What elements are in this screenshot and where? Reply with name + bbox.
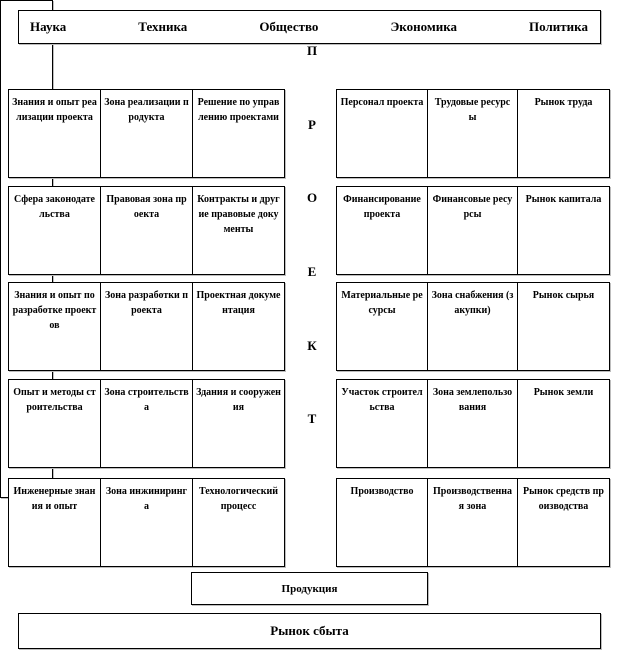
row-cell-knowledge: Знания и опыт реализации проекта xyxy=(8,89,101,178)
row-cell-zone: Зона строительства xyxy=(100,379,193,468)
row-cell-market: Рынок труда xyxy=(517,89,610,178)
row-cell-market: Рынок капитала xyxy=(517,186,610,275)
row-cell-object: Контракты и другие правовые документы xyxy=(192,186,285,275)
row-cell-knowledge: Сфера законодательства xyxy=(8,186,101,275)
category-science: Наука xyxy=(30,19,67,34)
row-cell-resources: Производственная зона xyxy=(427,478,518,567)
project-letter: Т xyxy=(307,411,317,426)
sales-market-box xyxy=(18,613,601,649)
row-cell-knowledge: Инженерные знания и опыт xyxy=(8,478,101,567)
row-cell-knowledge: Знания и опыт по разработке проектов xyxy=(8,282,101,371)
product-label: Продукция xyxy=(281,582,338,595)
row-cell-object: Технологический процесс xyxy=(192,478,285,567)
row-cell-zone: Зона разработки проекта xyxy=(100,282,193,371)
row-cell-resource-unit: Участок строительства xyxy=(336,379,428,468)
project-letter: П xyxy=(306,43,318,58)
row-cell-resource-unit: Персонал проекта xyxy=(336,89,428,178)
top-categories-bar xyxy=(18,10,601,44)
row-cell-zone: Зона инжиниринга xyxy=(100,478,193,567)
row-cell-object: Решение по управлению проектами xyxy=(192,89,285,178)
row-cell-knowledge: Опыт и методы строительства xyxy=(8,379,101,468)
row-cell-zone: Зона реализации продукта xyxy=(100,89,193,178)
project-letter: Р xyxy=(308,117,316,132)
sales-market-label: Рынок сбыта xyxy=(270,623,349,638)
category-technology: Техника xyxy=(138,19,188,34)
category-society: Общество xyxy=(259,19,319,34)
row-cell-resources: Финансовые ресурсы xyxy=(427,186,518,275)
row-cell-market: Рынок сырья xyxy=(517,282,610,371)
row-cell-resource-unit: Производство xyxy=(336,478,428,567)
project-letter: Е xyxy=(307,264,317,279)
row-cell-resource-unit: Финансирование проекта xyxy=(336,186,428,275)
row-cell-resource-unit: Материальные ресурсы xyxy=(336,282,428,371)
row-cell-zone: Правовая зона проекта xyxy=(100,186,193,275)
row-cell-object: Проектная документация xyxy=(192,282,285,371)
row-cell-resources: Зона землепользования xyxy=(427,379,518,468)
row-cell-market: Рынок средств производства xyxy=(517,478,610,567)
row-cell-market: Рынок земли xyxy=(517,379,610,468)
project-letter: К xyxy=(307,338,317,353)
product-box xyxy=(191,572,428,605)
row-cell-object: Здания и сооружения xyxy=(192,379,285,468)
row-cell-resources: Зона снабжения (закупки) xyxy=(427,282,518,371)
row-cell-resources: Трудовые ресурсы xyxy=(427,89,518,178)
category-politics: Политика xyxy=(529,19,588,34)
category-economy: Экономика xyxy=(390,19,457,34)
project-letter: О xyxy=(306,190,318,205)
